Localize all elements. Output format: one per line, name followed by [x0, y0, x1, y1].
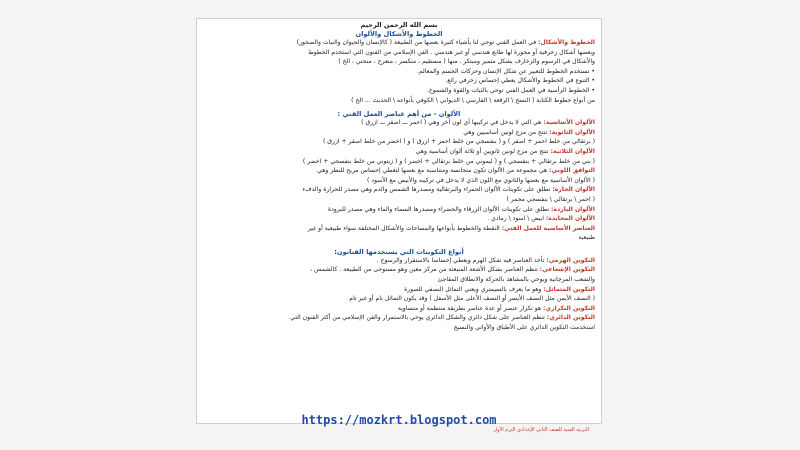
line-text: تنظم العناصر على شكل دائري والشكل الدائري يوحي بالاستمرار والفن الإسلامي من أكثر الفنون التي: [290, 314, 547, 322]
text-line: [203, 137, 595, 147]
text-line: [203, 86, 595, 96]
line-text: ( احمر \ برتقالي \ بنفسجي محمر ): [506, 195, 595, 203]
line-text: ( النصف الأيمن مثل النصف الأيسر أو النصف الأعلى مثل الأسفل ) وقد يكون التماثل تام أو غير تام: [349, 295, 595, 303]
line-text: تنتج من مزج لونين أساسيين وهي: [463, 128, 550, 136]
text-line: [203, 285, 595, 295]
text-line: [203, 313, 595, 323]
line-text: • التنوع في الخطوط والأشكال يعطي إحساس زخرفي رائع.: [445, 77, 595, 85]
line-text: تنتج من مزج لونين ثانويين أو ثلاثة ألوان أساسية وهي: [415, 147, 551, 155]
term-label: الألوان الثانوية:: [549, 128, 595, 136]
term-label: العناصر الأساسية للعمل الفني:: [501, 224, 595, 232]
text-line: [203, 96, 595, 106]
line-text: في العمل الفني توحي لنا بأشياء كثيرة بعضها من الطبيعة ( كالإنسان والحيوان والنبات والصخور): [296, 39, 539, 46]
section2-body: [197, 118, 601, 243]
line-text: طبيعية: [578, 234, 595, 242]
section1-body: [197, 38, 601, 105]
line-text: وبعضها أشكال زخرفية أو محورة لها طابع هندسي أو غير هندسي . الفن الإسلامي من الفنون التي استخدم الخطوط: [308, 48, 595, 56]
text-line: [203, 275, 595, 285]
text-line: [203, 195, 595, 205]
line-text: تأخذ العناصر فيه شكل الهرم ويعطي إحساسا بالاستقرار والرسوخ .: [376, 256, 547, 264]
text-line: [203, 38, 595, 48]
line-text: • الخطوط الرأسية في العمل الفني توحي بالثبات والقوة والشموخ.: [426, 86, 595, 94]
text-line: [203, 224, 595, 234]
line-text: وهو ما يعرف بالسيمتري ويعني التماثل النصفي للصورة: [404, 285, 544, 293]
line-text: ( الألوان الأساسية مع بعضها والثانوي مع اللون الذي لا يدخل في تركيبه والأبيض مع الأسود ): [367, 176, 595, 184]
term-label: الألوان الباردة:: [551, 205, 595, 213]
term-label: الألوان الثلاثية:: [550, 147, 595, 155]
section3-title: أنواع التكوينات التي يستخدمها الفنانون:: [334, 247, 464, 256]
line-text: هي مجموعة من الألوان تكون متجانسة ومتناسبة مع بعضها لتعطي إحساس مريح للنظر وهي: [317, 167, 550, 175]
term-label: التكوين الدائري:: [546, 314, 595, 322]
basmala: بسم الله الرحمن الرحيم: [360, 21, 438, 29]
text-line: [203, 214, 595, 224]
line-text: والشعب المرجانية ويوحي بالمشاهد بالحركة والانطلاق المفاجئ: [437, 276, 595, 284]
line-text: تطلق على تكوينات الألوان الزرقاء والخضراء ومصدرها السماء والماء وهي مصدر للبرودة: [327, 205, 552, 213]
text-line: [203, 128, 595, 138]
line-text: • تستخدم الخطوط للتعبير عن شكل الإنسان وحركات الجسم والمعالم.: [416, 67, 595, 75]
text-line: [203, 265, 595, 275]
line-text: ابيض \ اسود \ رمادي .: [487, 215, 546, 223]
blog-url-link[interactable]: https://mozkrt.blogspot.com: [301, 413, 497, 427]
text-line: [203, 166, 595, 176]
line-text: من أنواع خطوط الكتابة ( النسخ \ الرقعة \ الفارسي \ الديواني \ الكوفي بأنواعه \ الحديث ... الخ ): [351, 96, 595, 104]
term-label: الألوان الأساسية:: [543, 119, 595, 127]
term-label: التكوين التكراري:: [543, 304, 595, 312]
text-line: [203, 147, 595, 157]
line-text: والأشكال في الرسوم والزخارف بشكل متميز ومبتكر . منها ( مستقيم ، منكسر ، متعرج ، منحني ، الخ ): [338, 58, 595, 66]
section2-title: الألوان - من أهم عناصر العمل الفني :: [337, 110, 461, 119]
term-label: الخطوط والأشكال:: [538, 39, 595, 46]
line-text: تنظم العناصر بشكل الأشعة المنبعثة من مركز معين وهو مستوحى من الطبيعة . كالشمس ،: [310, 266, 540, 274]
term-label: التكوين الإشعاعي:: [539, 266, 595, 274]
text-line: [203, 157, 595, 167]
term-label: الألوان الحارة:: [552, 186, 595, 194]
term-label: التكوين المتماثل:: [543, 285, 595, 293]
text-line: [203, 57, 595, 67]
line-text: النقطة والخطوط بأنواعها والمساحات والأشكال المختلفة سواء طبيعية أو غير: [307, 224, 502, 232]
line-text: استخدمت التكوين الدائري على الأطباق والأواني والنسيج: [453, 324, 595, 332]
text-line: [203, 176, 595, 186]
section3-body: [197, 256, 601, 333]
text-line: [203, 185, 595, 195]
text-line: [203, 294, 595, 304]
section1-title: الخطوط والأشكال والألوان: [355, 30, 443, 38]
text-line: [203, 48, 595, 58]
text-line: [203, 76, 595, 86]
text-line: [203, 256, 595, 266]
document-page: [196, 18, 602, 433]
line-text: هو تكرار عنصر أو عدة عناصر بطريقة منتظمة أو متساوية: [397, 304, 544, 312]
term-label: التكوين الهرمي:: [546, 256, 595, 264]
line-text: ( برتقالي من خلط احمر + اصفر ) و ( بنفسجي من خلط احمر + ازرق ) و ( اخضر من خلط اصفر + ازرق ): [322, 138, 595, 146]
line-text: هي التي لا يدخل في تركيبها أي لون آخر وهي ( احمر ـــ اصفر ـــ ازرق ): [361, 119, 544, 127]
text-line: [203, 67, 595, 77]
footer-text: التربية الفنية للصف الثاني الإعدادي الترم الأول: [493, 427, 589, 433]
text-line: [203, 323, 595, 333]
line-text: ( بني من خلط برتقالي + بنفسجي ) و ( ليموني من خلط برتقالي + اخضر ) و ( زيتوني من خلط بنفسجي + اخضر ): [302, 157, 595, 165]
text-line: [203, 118, 595, 128]
text-line: [203, 304, 595, 314]
term-label: الألوان المحايدة:: [545, 215, 595, 223]
line-text: تطلق على تكوينات الألوان الحمراء والبرتقالية ومصدرها الشمس والدم وهي مصدر للحرارة والدفء: [302, 186, 553, 194]
term-label: التوافق اللوني:: [549, 167, 595, 175]
text-line: [203, 205, 595, 215]
text-line: [203, 233, 595, 243]
